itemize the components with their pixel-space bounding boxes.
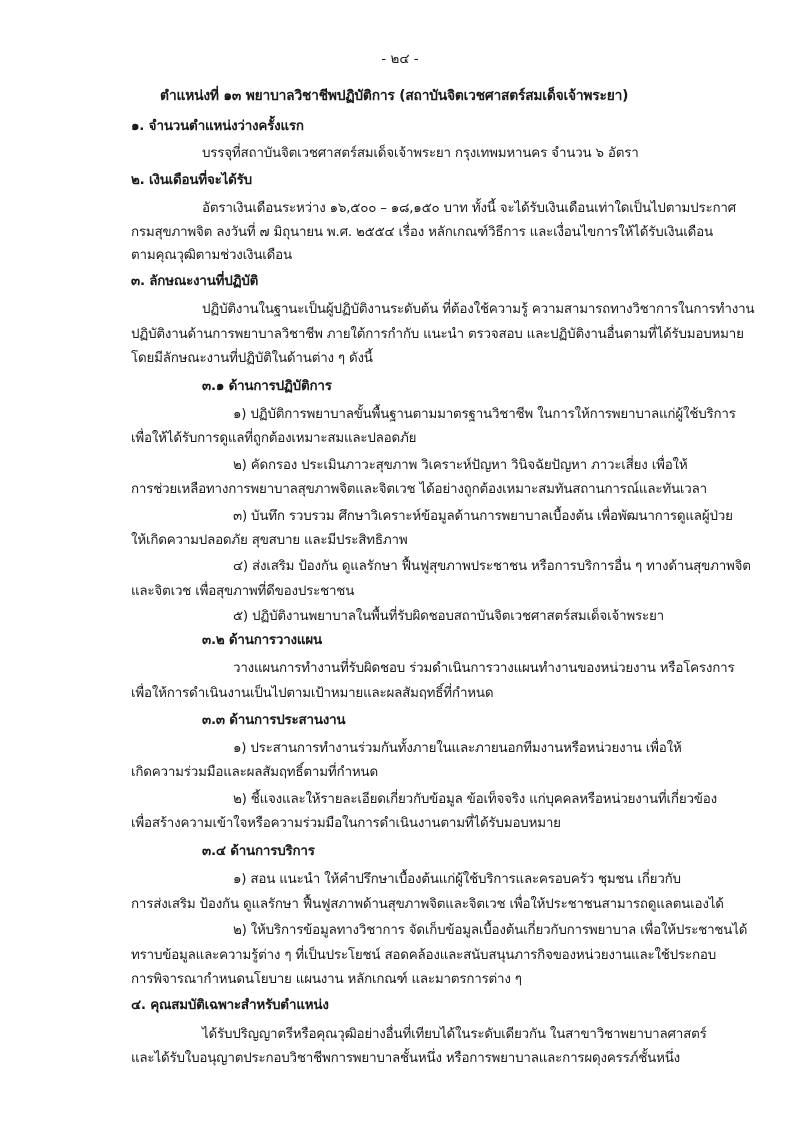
subsection-3-2-heading: ๓.๒ ด้านการวางแผน [202,633,322,648]
subsection-3-3-item-2a: ๒) ชี้แจงและให้รายละเอียดเกี่ยวกับข้อมูล ข้อเท็จจริง แก่บุคคลหรือหน่วยงานที่เกี่ยวข้อง [233,792,717,807]
page-number: - ๒๔ - [381,52,419,67]
subsection-3-1-item-1a: ๑) ปฏิบัติการพยาบาลขั้นพื้นฐานตามมาตรฐานวิชาชีพ ในการให้การพยาบาลแก่ผู้ใช้บริการ [233,407,736,422]
subsection-3-4-item-1a: ๑) สอน แนะนำ ให้คำปรึกษาเบื้องต้นแก่ผู้ใช้บริการและครอบครัว ชุมชน เกี่ยวกับ [233,872,681,887]
section-1-heading: ๑. จำนวนตำแหน่งว่างครั้งแรก [131,119,304,134]
section-4-line-1: ได้รับปริญญาตรีหรือคุณวุฒิอย่างอื่นที่เทียบได้ในระดับเดียวกัน ในสาขาวิชาพยาบาลศาสตร์ [202,1027,707,1042]
subsection-3-1-item-3b: ให้เกิดความปลอดภัย สุขสบาย และมีประสิทธิภาพ [131,533,408,548]
subsection-3-1-item-4b: และจิตเวช เพื่อสุขภาพที่ดีของประชาชน [131,584,355,599]
position-title: ตำแหน่งที่ ๑๓ พยาบาลวิชาชีพปฏิบัติการ (สถาบันจิตเวชศาสตร์สมเด็จเจ้าพระยา) [160,88,629,104]
section-1-body: บรรจุที่สถาบันจิตเวชศาสตร์สมเด็จเจ้าพระยา กรุงเทพมหานคร จำนวน ๖ อัตรา [202,146,639,161]
subsection-3-2-line-1: วางแผนการทำงานที่รับผิดชอบ ร่วมดำเนินการวางแผนทำงานของหน่วยงาน หรือโครงการ [233,661,735,676]
subsection-3-4-item-2c: การพิจารณากำหนดนโยบาย แผนงาน หลักเกณฑ์ และมาตรการต่าง ๆ [131,972,522,987]
subsection-3-1-item-2a: ๒) คัดกรอง ประเมินภาวะสุขภาพ วิเคราะห์ปัญหา วินิจฉัยปัญหา ภาวะเสี่ยง เพื่อให้ [233,458,688,473]
subsection-3-4-item-2a: ๒) ให้บริการข้อมูลทางวิชาการ จัดเก็บข้อมูลเบื้องต้นเกี่ยวกับการพยาบาล เพื่อให้ประชาชนได้ [233,923,748,938]
section-3-intro-2: ปฏิบัติงานด้านการพยาบาลวิชาชีพ ภายใต้การกำกับ แนะนำ ตรวจสอบ และปฏิบัติงานอื่นตามที่ได้รับมอบหมาย [131,327,744,342]
subsection-3-1-item-3a: ๓) บันทึก รวบรวม ศึกษาวิเคราะห์ข้อมูลด้านการพยาบาลเบื้องต้น เพื่อพัฒนาการดูแลผู้ป่วย [233,509,733,524]
subsection-3-1-item-1b: เพื่อให้ได้รับการดูแลที่ถูกต้องเหมาะสมและปลอดภัย [131,431,417,446]
section-2-heading: ๒. เงินเดือนที่จะได้รับ [131,173,252,188]
section-4-heading: ๔. คุณสมบัติเฉพาะสำหรับตำแหน่ง [131,998,329,1013]
subsection-3-1-heading: ๓.๑ ด้านการปฏิบัติการ [202,379,332,394]
section-4-line-2: และได้รับใบอนุญาตประกอบวิชาชีพการพยาบาลชั้นหนึ่ง หรือการพยาบาลและการผดุงครรภ์ชั้นหนึ่ง [131,1051,680,1066]
section-2-line-3: ตามคุณวุฒิตามช่วงเงินเดือน [131,248,292,263]
subsection-3-2-line-2: เพื่อให้การดำเนินงานเป็นไปตามเป้าหมายและผลสัมฤทธิ์ที่กำหนด [131,686,494,701]
section-2-line-1: อัตราเงินเดือนระหว่าง ๑๖,๕๐๐ – ๑๘,๑๕๐ บาท ทั้งนี้ จะได้รับเงินเดือนเท่าใดเป็นไปตามประกาศ [202,201,736,216]
subsection-3-1-item-4a: ๔) ส่งเสริม ป้องกัน ดูแลรักษา ฟื้นฟูสุขภาพประชาชน หรือการบริการอื่น ๆ ทางด้านสุขภาพจิต [233,559,751,574]
subsection-3-1-item-5: ๕) ปฏิบัติงานพยาบาลในพื้นที่รับผิดชอบสถาบันจิตเวชศาสตร์สมเด็จเจ้าพระยา [233,609,664,624]
subsection-3-4-heading: ๓.๔ ด้านการบริการ [202,844,315,859]
subsection-3-4-item-1b: การส่งเสริม ป้องกัน ดูแลรักษา ฟื้นฟูสภาพด้านสุขภาพจิตและจิตเวช เพื่อให้ประชาชนสามารถดูแลตนเองได้ [131,897,724,912]
subsection-3-3-item-2b: เพื่อสร้างความเข้าใจหรือความร่วมมือในการดำเนินงานตามที่ได้รับมอบหมาย [131,816,561,831]
subsection-3-3-heading: ๓.๓ ด้านการประสานงาน [202,713,346,728]
subsection-3-4-item-2b: ทราบข้อมูลและความรู้ต่าง ๆ ที่เป็นประโยชน์ สอดคล้องและสนับสนุนภารกิจของหน่วยงานและใช้ประกอบ [131,948,717,963]
section-3-intro-1: ปฏิบัติงานในฐานะเป็นผู้ปฏิบัติงานระดับต้น ที่ต้องใช้ความรู้ ความสามารถทางวิชาการในการทำงาน [202,302,755,317]
subsection-3-3-item-1a: ๑) ประสานการทำงานร่วมกันทั้งภายในและภายนอกทีมงานหรือหน่วยงาน เพื่อให้ [233,741,682,756]
section-3-intro-3: โดยมีลักษณะงานที่ปฏิบัติในด้านต่าง ๆ ดังนี้ [131,351,373,366]
section-3-heading: ๓. ลักษณะงานที่ปฏิบัติ [131,274,259,289]
subsection-3-1-item-2b: การช่วยเหลือทางการพยาบาลสุขภาพจิตและจิตเวช ได้อย่างถูกต้องเหมาะสมทันสถานการณ์และทันเวลา [131,482,707,497]
subsection-3-3-item-1b: เกิดความร่วมมือและผลสัมฤทธิ์ตามที่กำหนด [131,765,378,780]
section-2-line-2: กรมสุขภาพจิต ลงวันที่ ๗ มิถุนายน พ.ศ. ๒๕๕๔ เรื่อง หลักเกณฑ์วิธีการ และเงื่อนไขการให้ได้รับเงินเดือน [131,225,713,240]
